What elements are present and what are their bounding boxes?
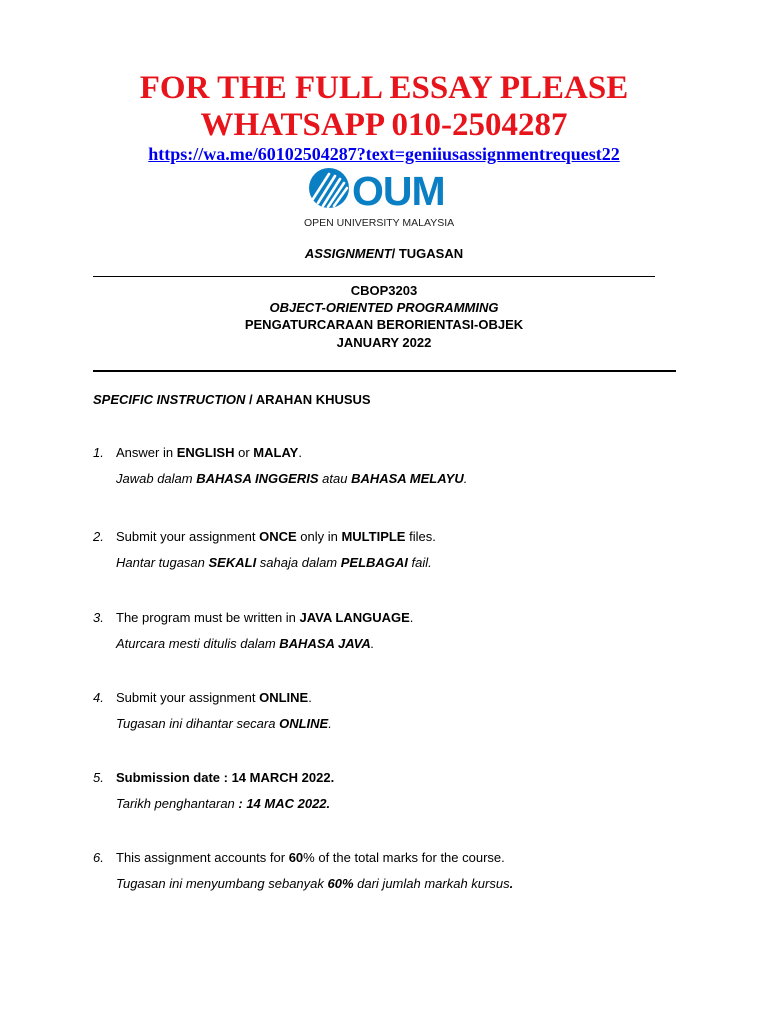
divider-thick [93, 370, 676, 372]
item-text-ms: Tugasan ini dihantar secara ONLINE. [116, 716, 332, 731]
item-text-ms: Tarikh penghantaran : 14 MAC 2022. [116, 796, 331, 811]
item-number: 6. [93, 850, 104, 865]
item-text-ms: Jawab dalam BAHASA INGGERIS atau BAHASA MELAYU. [116, 471, 468, 486]
whatsapp-link[interactable]: https://wa.me/60102504287?text=geniiusassignmentrequest22 [148, 144, 620, 164]
promo-headline-line-2: WHATSAPP 010-2504287 [200, 107, 568, 143]
item-text-en: Submit your assignment ONCE only in MULTIPLE files. [116, 529, 436, 544]
course-code: CBOP3203 [350, 283, 418, 298]
oum-logo-subtitle: OPEN UNIVERSITY MALAYSIA [304, 217, 455, 229]
item-text-en: Answer in ENGLISH or MALAY. [116, 445, 302, 460]
item-text-en: Submit your assignment ONLINE. [116, 690, 312, 705]
item-text-ms: Hantar tugasan SEKALI sahaja dalam PELBAGAI fail. [116, 555, 432, 570]
oum-logo [298, 168, 474, 232]
assignment-label-en: ASSIGNMENT [304, 246, 392, 261]
item-number: 5. [93, 770, 104, 785]
instructions-heading-separator: / [245, 392, 256, 407]
item-text-en: Submission date : 14 MARCH 2022. [116, 770, 335, 785]
assignment-label-ms: TUGASAN [398, 246, 464, 261]
assignment-label [0, 245, 768, 263]
divider-thin [93, 276, 655, 277]
course-name-ms: PENGATURCARAAN BERORIENTASI-OBJEK [244, 317, 524, 332]
assignment-label-separator: / [391, 246, 399, 261]
item-text-ms: Tugasan ini menyumbang sebanyak 60% dari jumlah markah kursus. [116, 876, 514, 891]
item-text-en: This assignment accounts for 60% of the total marks for the course. [116, 850, 505, 865]
instructions-heading [93, 391, 371, 409]
item-text-ms: Aturcara mesti ditulis dalam BAHASA JAVA. [116, 636, 375, 651]
promo-headline-line-1: FOR THE FULL ESSAY PLEASE [139, 70, 629, 106]
instructions-heading-ms: ARAHAN KHUSUS [255, 392, 371, 407]
semester: JANUARY 2022 [336, 335, 432, 350]
oum-logo-mark-icon [309, 168, 349, 208]
item-number: 1. [93, 445, 104, 460]
instructions-heading-en: SPECIFIC INSTRUCTION [93, 392, 246, 407]
item-text-en: The program must be written in JAVA LANGUAGE. [116, 610, 414, 625]
oum-logo-wordmark: OUM [352, 168, 445, 214]
course-name-en: OBJECT-ORIENTED PROGRAMMING [269, 300, 499, 315]
item-number: 4. [93, 690, 104, 705]
item-number: 2. [93, 529, 104, 544]
item-number: 3. [93, 610, 104, 625]
